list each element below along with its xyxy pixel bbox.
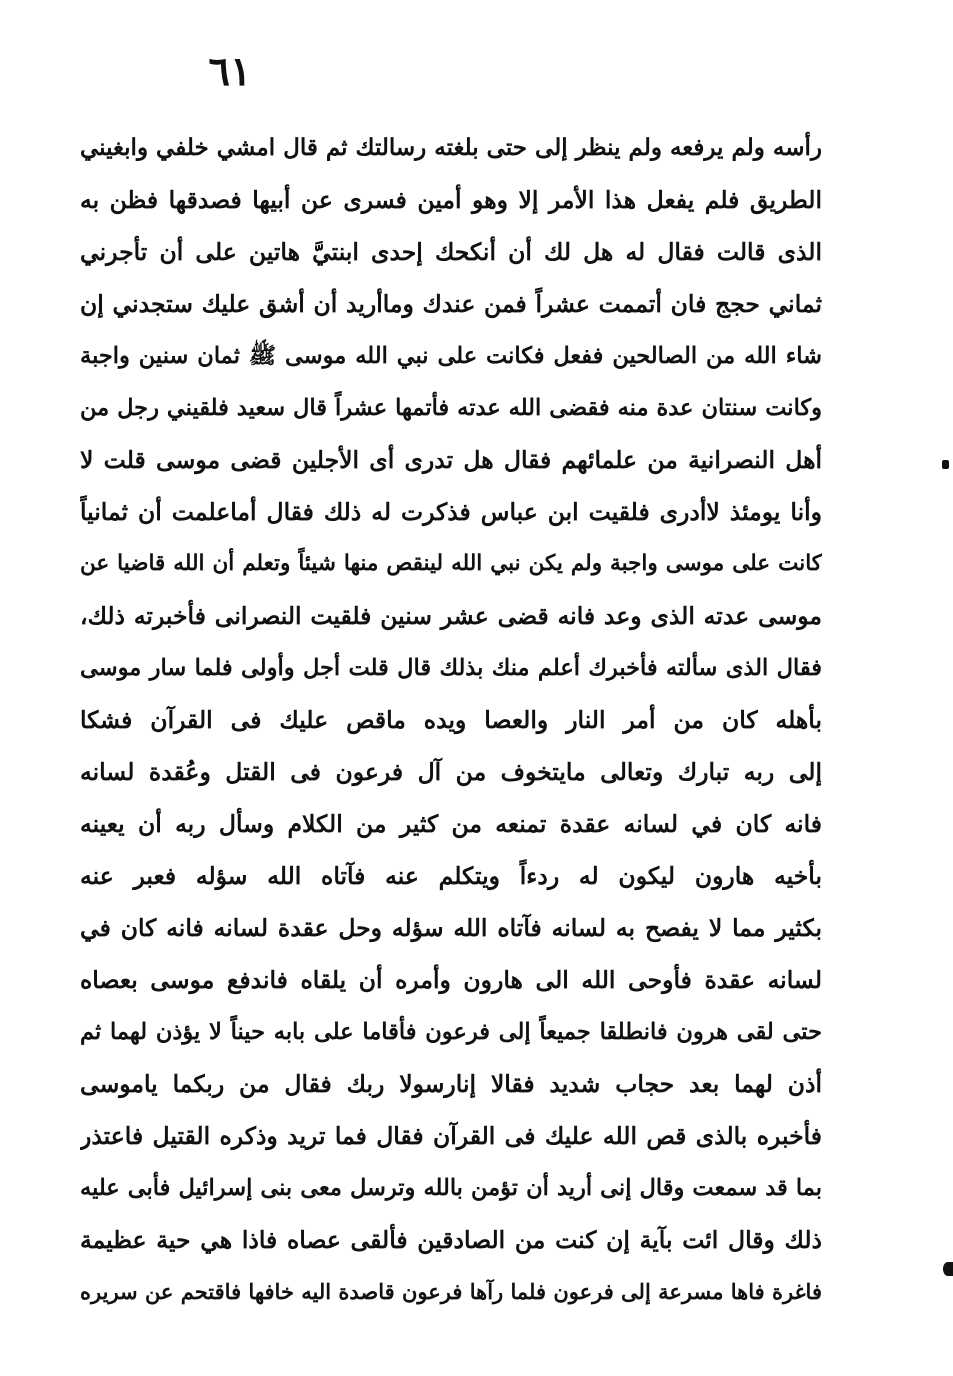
text-line: أهل النصرانية من علمائهم فقال هل تدرى أى الأجلين قضى موسى قلت لا xyxy=(80,446,822,474)
text-line: فاغرة فاها مسرعة إلى فرعون فلما رآها فرعون قاصدة اليه خافها فاقتحم عن سريره xyxy=(80,1279,822,1304)
text-line: وكانت سنتان عدة منه فقضى الله عدته فأتمها عشراً قال سعيد فلقيني رجل من xyxy=(80,395,822,421)
text-line: الطريق فلم يفعل هذا الأمر إلا وهو أمين فسرى عن أبيها فصدقها فظن به xyxy=(80,186,822,214)
text-line: لسانه عقدة فأوحى الله الى هارون وأمره أن يلقاه فاندفع موسى بعصاه xyxy=(80,966,822,994)
text-line: موسى عدته الذى وعد فانه قضى عشر سنين فلقيت النصرانى فأخبرته ذلك، xyxy=(80,602,822,630)
page-body-text xyxy=(80,122,822,1318)
text-line: حتى لقى هرون فانطلقا جميعاً إلى فرعون فأقاما على بابه حيناً لا يؤذن لهما ثم xyxy=(80,1019,822,1045)
text-line: بأهله كان من أمر النار والعصا ويده ماقص عليك فى القرآن فشكا xyxy=(80,706,822,734)
text-line: بأخيه هارون ليكون له ردءاً ويتكلم عنه فآتاه الله سؤله فعبر عنه xyxy=(80,862,822,890)
text-line: ثماني حجج فان أتممت عشراً فمن عندك وماأريد أن أشق عليك ستجدني إن xyxy=(80,290,822,318)
text-line: فأخبره بالذى قص الله عليك فى القرآن فقال فما تريد وذكره القتيل فاعتذر xyxy=(80,1122,822,1150)
scan-speck xyxy=(942,460,949,469)
text-line: كانت على موسى واجبة ولم يكن نبي الله لينقص منها شيئاً وتعلم أن الله قاضيا عن xyxy=(80,551,822,576)
text-line: فانه كان في لسانه عقدة تمنعه من كثير من الكلام وسأل ربه أن يعينه xyxy=(80,810,822,838)
page-number: ٦١ xyxy=(208,48,252,95)
text-line: بكثير مما لا يفصح به لسانه فآتاه الله سؤله وحل عقدة لسانه فانه كان في xyxy=(80,914,822,942)
text-line: رأسه ولم يرفعه ولم ينظر إلى حتى بلغته رسالتك ثم قال امشي خلفي وابغيني xyxy=(80,134,822,161)
text-line: شاء الله من الصالحين ففعل فكانت على نبي الله موسى ﷺ ثمان سنين واجبة xyxy=(80,343,822,369)
text-line: ذلك وقال ائت بآية إن كنت من الصادقين فألقى عصاه فاذا هي حية عظيمة xyxy=(80,1226,822,1254)
text-line: فقال الذى سألته فأخبرك أعلم منك بذلك قال قلت أجل وأولى فلما سار موسى xyxy=(80,655,822,681)
scan-edge-mark xyxy=(943,1262,953,1276)
text-line: وأنا يومئذ لاأدرى فلقيت ابن عباس فذكرت له ذلك فقال أماعلمت أن ثمانياً xyxy=(80,498,822,526)
text-line: إلى ربه تبارك وتعالى مايتخوف من آل فرعون فى القتل وعُقدة لسانه xyxy=(80,758,822,786)
text-line: بما قد سمعت وقال إنى أريد أن تؤمن بالله وترسل معى بنى إسرائيل فأبى عليه xyxy=(80,1175,822,1201)
text-line: الذى قالت فقال له هل لك أن أنكحك إحدى ابنتيَّ هاتين على أن تأجرني xyxy=(80,238,822,266)
text-line: أذن لهما بعد حجاب شديد فقالا إنارسولا ربك فقال من ربكما ياموسى xyxy=(80,1070,822,1098)
